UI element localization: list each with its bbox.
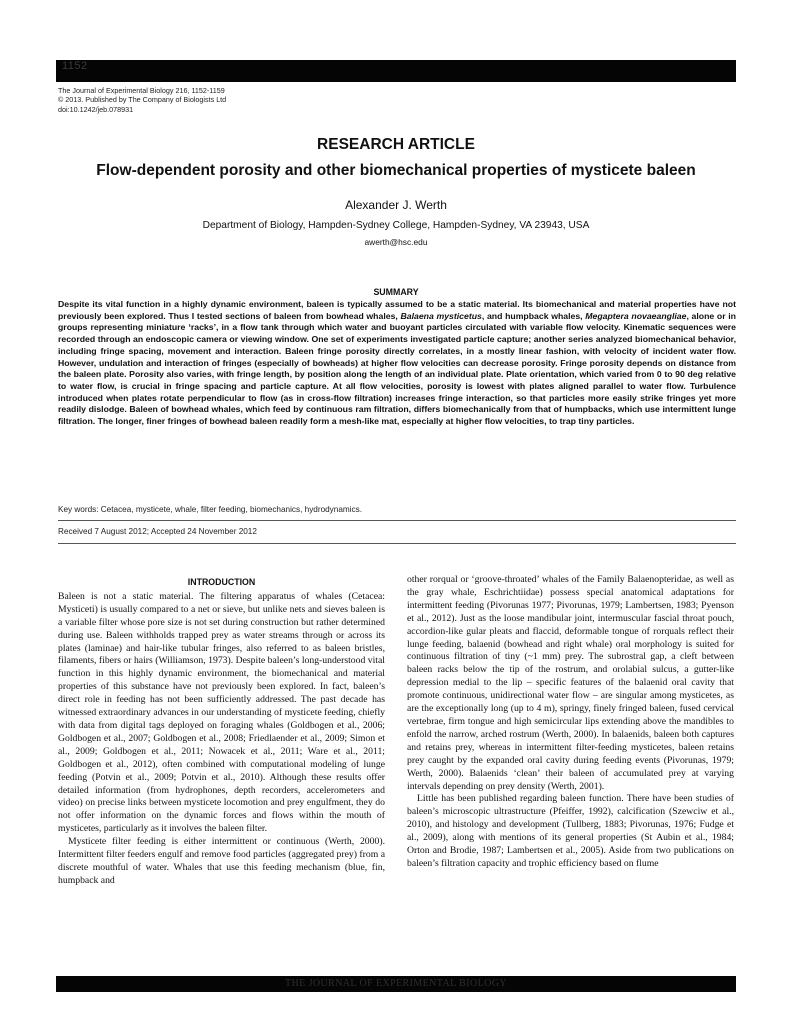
author-email: awerth@hsc.edu xyxy=(364,237,428,247)
doi-line: doi:10.1242/jeb.078931 xyxy=(58,104,134,114)
journal-name-footer: THE JOURNAL OF EXPERIMENTAL BIOLOGY xyxy=(285,978,507,989)
footer-bar xyxy=(56,976,736,992)
body-paragraph: Mysticete filter feeding is either intermittent or continuous (Werth, 2000). Intermittent filter feeders engulf and remove food particles (aggregated prey) from a discrete mouthful of water. Whales that use this feeding mechanism (blue, fin, humpback and xyxy=(58,836,385,886)
journal-citation: The Journal of Experimental Biology 216, 1152-1159 xyxy=(58,86,225,95)
article-type: RESEARCH ARTICLE xyxy=(317,136,475,153)
author-name: Alexander J. Werth xyxy=(345,198,447,212)
body-paragraph: Little has been published regarding baleen function. There have been studies of baleen’s microscopic ultrastructure (Pfeiffer, 1992), calcification (Szewciw et al., 2010), and histology and development (Tullberg, 1883; Pivorunas, 1976; Fudge et al., 2009), along with mentions of its general properties (St Aubin et al., 1984; Orton and Brodie, 1987; Lambertsen et al., 2005). Aside from two publications on baleen’s filtration capacity and trophic efficiency based on flume xyxy=(407,793,734,869)
copyright-line: © 2013. Published by The Company of Biologists Ltd xyxy=(58,95,227,105)
body-column-left xyxy=(58,574,385,888)
summary-heading: SUMMARY xyxy=(373,287,419,297)
body-column-right xyxy=(407,574,734,871)
species-humpback: Megaptera novaeangliae xyxy=(585,310,687,321)
paper-title: Flow-dependent porosity and other biomechanical properties of mysticete baleen xyxy=(96,162,696,179)
page-number: 1152 xyxy=(62,60,88,72)
keywords: Key words: Cetacea, mysticete, whale, filter feeding, biomechanics, hydrodynamics. xyxy=(58,505,362,514)
received-dates: Received 7 August 2012; Accepted 24 November 2012 xyxy=(58,527,257,536)
summary-text: Despite its vital function in a highly dynamic environment, baleen is typically assumed to be a static material. Its biomechanical and material properties have not previously been explored. Thus I tested sections of baleen from bowhead whales, Balaena mysticetus, and humpback whales, Megaptera novaeangliae, alone or in groups representing miniature ‘racks’, in a flow tank through which water and buoyant particles circulated with variable flow velocity. Kinematic sequences were recorded through an endoscopic camera or viewing window. One set of experiments investigated particle capture; another series analyzed biomechanical behavior, including fringe spacing, movement and interaction. Baleen fringe porosity directly correlates, in a mostly linear fashion, with velocity of incident water flow. However, undulation and interaction of fringes (especially of bowheads) at higher flow velocities can decrease porosity. Fringe porosity depends on distance from the baleen plate. Porosity also varies, with fringe length, by position along the length of an individual plate. Plate orientation, which varied from 0 to 90 deg relative to water flow, is crucial in fringe spacing and particle capture. At all flow velocities, porosity is lowest with plates aligned parallel to water flow. Turbulence introduced when plates rotate perpendicular to flow (as in cross-flow filtration) increases fringe interaction, so that particles more easily strike fringes yet more readily dislodge. Baleen of bowhead whales, which feed by continuous ram filtration, differs biomechanically from that of humpbacks, which use intermittent lunge filtration. The longer, finer fringes of bowhead baleen readily form a mesh-like mat, especially at higher flow velocities, to trap tiny particles. xyxy=(58,299,736,427)
header-bar xyxy=(56,60,736,82)
body-paragraph: other rorqual or ‘groove-throated’ whales of the Family Balaenopteridae, as well as the gray whale, Eschrichtiidae) possess special anatomical adaptations for intermittent feeding (Pivorunas 1977; Pivorunas, 1979; Lambertsen, 1983; Pyenson et al., 2012). Just as the loose mandibular joint, intermuscular fascial throat pouch, accordion-like gular pleats and flaccid, deformable tongue of rorquals reflect their lunge feeding, balaenid (bowhead and right whale) oral morphology is suited for continuous filtration of tiny (~1 mm) prey. The subrostral gap, a cleft between baleen racks below the tip of the rostrum, and orolabial sulcus, a gutter-like depression medial to the lip – specific features of the balaenid oral cavity that promote continuous, unidirectional water flow – are singular among mysticetes, as are the exceptionally long (up to 4 m), springy, finely fringed baleen, fused cervical vertebrae, firm tongue and high semicircular lips extending above the mandibles to enfold the narrow, arched rostrum (Werth, 2000). In balaenids, baleen both captures and retains prey, whereas in intermittent filter-feeding mysticetes, baleen retains prey caught by the expanded oral cavity during feeding events (Pivorunas, 1979; Werth, 2000). Balaenids ‘clean’ their baleen of accumulated prey at varying intervals depending on prey density (Werth, 2001). xyxy=(407,574,734,792)
body-paragraph: Baleen is not a static material. The filtering apparatus of whales (Cetacea: Mysticeti) is usually compared to a net or sieve, but unlike nets and sieves baleen is a variable filter whose pore size is not set during construction but rather determined during use. Baleen withholds trapped prey as water streams through or across its plates (laminae) and hair-like tubular fringes, also referred to as baleen bristles, filaments, fibers or hairs (Williamson, 1973). Despite baleen’s long-understood vital function in this highly dynamic environment, the biomechanical and material properties of this substance have not previously been explored. In fact, baleen’s direct role in feeding has not been sufficiently addressed. The past decade has witnessed extraordinary advances in our understanding of mysticete feeding, chiefly with data from digital tags deployed on foraging whales (Goldbogen et al., 2006; Goldbogen et al., 2007; Goldbogen et al., 2008; Friedlaender et al., 2009; Simon et al., 2009; Goldbogen et al., 2011; Nowacek et al., 2011; Ware et al., 2011; Goldbogen et al., 2012), often combined with computational modeling of lunge feeding (Potvin et al., 2009; Potvin et al., 2010). Although these results offer detailed information (from hydrophones, depth recorders, accelerometers and video) on precise links between mysticete locomotion and prey engulfment, they do not offer information on the dynamic forces and flows within the mouth of mysticetes, particularly as it involves the baleen filter. xyxy=(58,590,385,835)
divider xyxy=(58,543,736,544)
citation-block xyxy=(58,86,226,114)
species-bowhead: Balaena mysticetus xyxy=(400,310,482,321)
divider xyxy=(58,520,736,521)
section-heading-introduction: INTRODUCTION xyxy=(187,577,256,587)
author-affiliation: Department of Biology, Hampden-Sydney College, Hampden-Sydney, VA 23943, USA xyxy=(202,220,590,231)
